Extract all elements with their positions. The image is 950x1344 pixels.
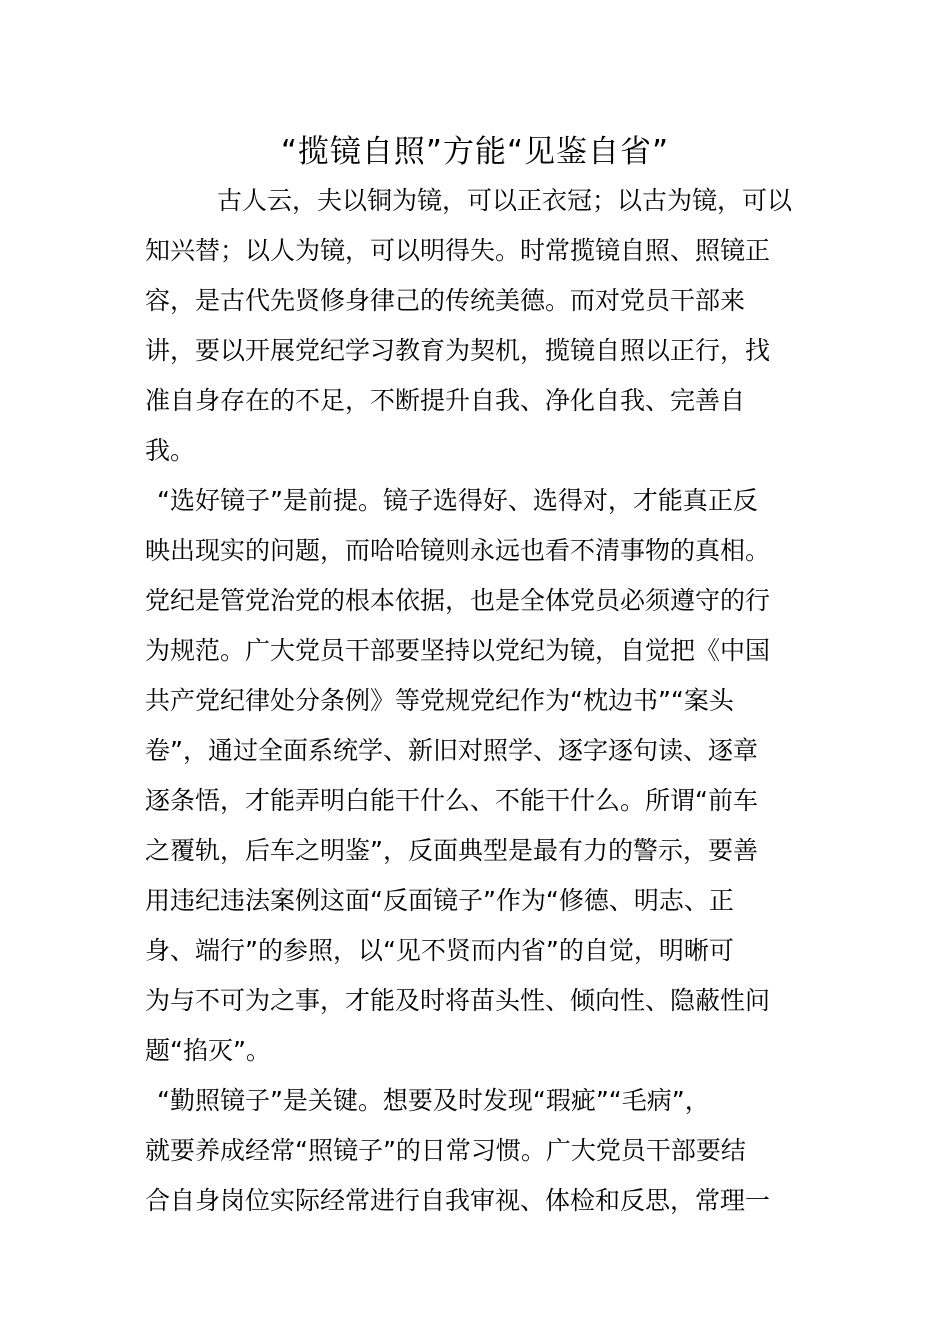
paragraph-line: 题“掐灭”。 — [145, 1036, 271, 1065]
paragraph-line: “选好镜子”是前提。镜子选得好、选得对，才能真正反 — [157, 486, 758, 515]
paragraph-line: 映出现实的问题，而哈哈镜则永远也看不清事物的真相。 — [145, 536, 771, 565]
document-title: “揽镜自照”方能“见鉴自省” — [280, 134, 670, 170]
paragraph-line: 用违纪违法案例这面“反面镜子”作为“修德、明志、正 — [145, 886, 734, 915]
paragraph-line: 合自身岗位实际经常进行自我审视、体检和反思，常理一 — [145, 1186, 771, 1215]
paragraph-line: 为与不可为之事，才能及时将苗头性、倾向性、隐蔽性问 — [145, 986, 771, 1015]
paragraph-line: 讲，要以开展党纪学习教育为契机，揽镜自照以正行，找 — [145, 336, 771, 365]
paragraph-line: 知兴替；以人为镜，可以明得失。时常揽镜自照、照镜正 — [145, 236, 771, 265]
paragraph-line: 容，是古代先贤修身律己的传统美德。而对党员干部来 — [145, 286, 746, 315]
paragraph-line: 为规范。广大党员干部要坚持以党纪为镜，自觉把《中国 — [145, 636, 771, 665]
paragraph-line: 卷”，通过全面系统学、新旧对照学、逐字逐句读、逐章 — [145, 736, 758, 765]
paragraph-line: 身、端行”的参照，以“见不贤而内省”的自觉，明晰可 — [145, 936, 734, 965]
paragraph-line: 准自身存在的不足，不断提升自我、净化自我、完善自 — [145, 386, 746, 415]
paragraph-line: 共产党纪律处分条例》等党规党纪作为“枕边书”“案头 — [145, 686, 734, 715]
paragraph-line: 古人云，夫以铜为镜，可以正衣冠；以古为镜，可以 — [217, 186, 793, 215]
paragraph-line: 我。 — [145, 436, 196, 465]
paragraph-line: 就要养成经常“照镜子”的日常习惯。广大党员干部要结 — [145, 1136, 746, 1165]
paragraph-line: 逐条悟，才能弄明白能干什么、不能干什么。所谓“前车 — [145, 786, 758, 815]
paragraph-line: “勤照镜子”是关键。想要及时发现“瑕疵”“毛病”， — [157, 1086, 710, 1115]
paragraph-line: 党纪是管党治党的根本依据，也是全体党员必须遵守的行 — [145, 586, 771, 615]
paragraph-line: 之覆轨，后车之明鉴”，反面典型是最有力的警示，要善 — [145, 836, 758, 865]
